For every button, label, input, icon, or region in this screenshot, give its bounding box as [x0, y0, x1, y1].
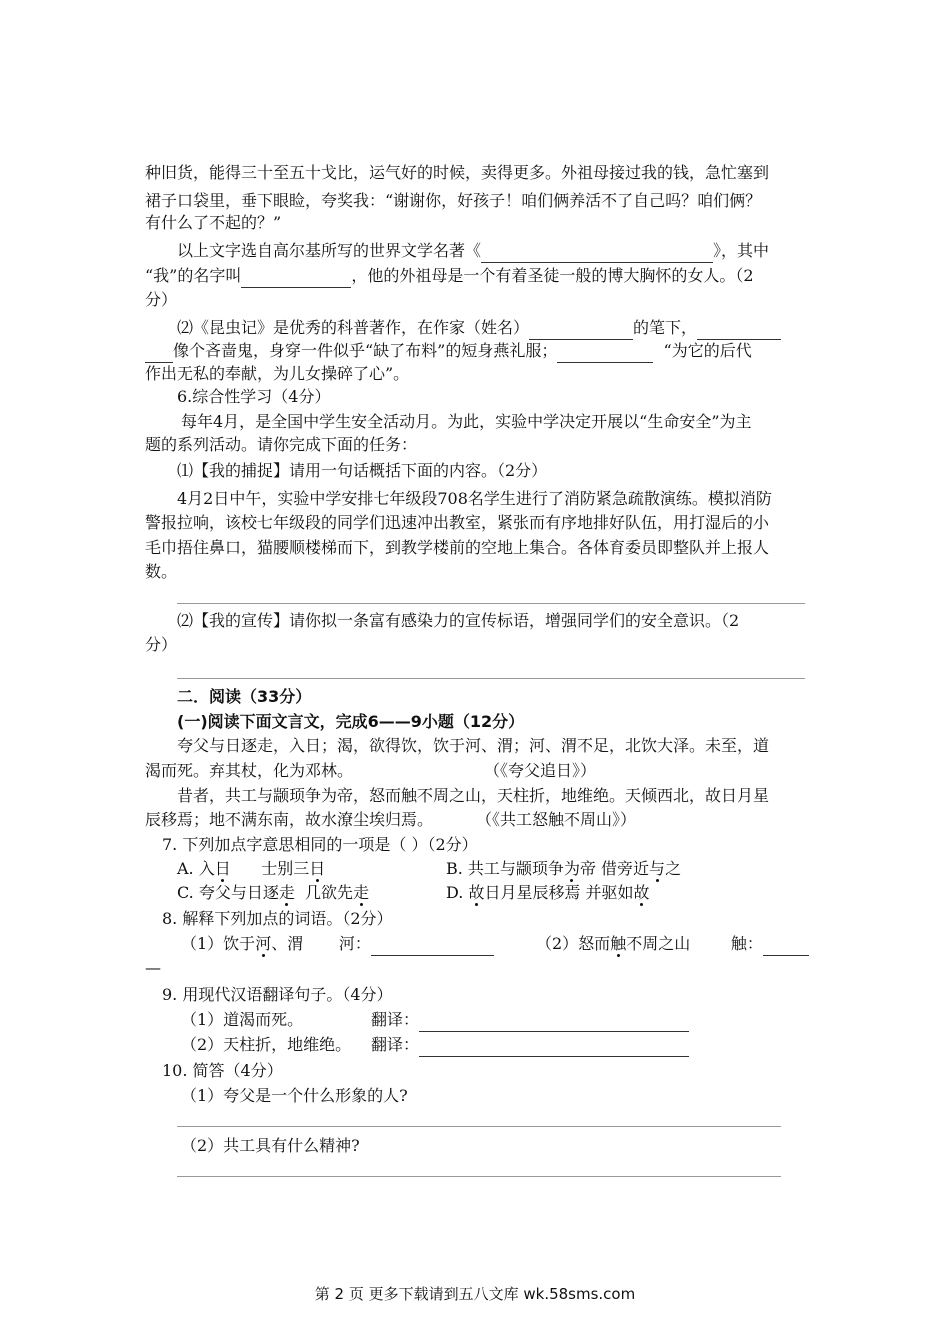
- q9-translate-2: 翻译：: [371, 1033, 689, 1057]
- gonggong-line-2: 辰移焉；地不满东南，故水潦尘埃归焉。: [145, 810, 434, 829]
- q5-2-line-2: 像个吝啬鬼，身穿一件似乎“缺了布料”的短身燕礼服； “为它的后代: [145, 339, 752, 363]
- q10-question-1: （1）夸父是一个什么形象的人?: [181, 1086, 408, 1105]
- insect-2-blank[interactable]: [557, 344, 653, 363]
- reading-subheading: (一)阅读下面文言文，完成6——9小题（12分）: [177, 712, 525, 731]
- answer-line-q6-2[interactable]: [177, 678, 805, 679]
- q6-intro-1: 每年4月，是全国中学生安全活动月。为此，实验中学决定开展以“生命安全”为主: [181, 412, 752, 431]
- passage-line-3: 有什么了不起的？”: [145, 213, 282, 232]
- q8-answer-1[interactable]: [371, 937, 494, 956]
- q8-stem: 8. 解释下列加点的词语。（2分）: [162, 909, 393, 928]
- q6-para-2: 警报拉响，该校七年级段的同学们迅速冲出教室，紧张而有序地排好队伍，用打湿后的小: [145, 513, 770, 532]
- q10-question-2: （2）共工具有什么精神?: [181, 1136, 360, 1155]
- q5-2-line-3: 作出无私的奉献，为儿女操碎了心”。: [145, 364, 410, 383]
- kuafu-source: （《夸父追日》）: [484, 761, 597, 780]
- q6-task-1: ⑴【我的捕捉】请用一句话概括下面的内容。（2分）: [177, 461, 548, 480]
- q8-item-1: （1）饮于河、渭 河：: [181, 932, 494, 956]
- narrator-name-blank[interactable]: [241, 269, 351, 288]
- q8-item-2: （2）怒而触不周之山 触：: [536, 932, 809, 956]
- q6-intro-2: 题的系列活动。请你完成下面的任务：: [145, 435, 418, 454]
- q7-option-c[interactable]: C. 夸父与日逐走 几欲先走: [177, 883, 370, 902]
- book-title-blank[interactable]: [481, 244, 713, 263]
- passage-line-1: 种旧货，能得三十至五十戈比，运气好的时候，卖得更多。外祖母接过我的钱，急忙塞到: [145, 163, 770, 182]
- q9-answer-2[interactable]: [419, 1038, 689, 1057]
- q5-2-line-1: ⑵《昆虫记》是优秀的科普著作，在作家（姓名） 的笔下，: [177, 316, 781, 340]
- q9-sentence-2: （2）天柱折，地维绝。: [181, 1035, 352, 1054]
- q7-stem: 7. 下列加点字意思相同的一项是（ ）（2分）: [162, 835, 478, 854]
- insect-1-blank-end[interactable]: [145, 344, 173, 363]
- page-footer: 第 2 页 更多下载请到五八文库 wk.58sms.com: [314, 1285, 636, 1303]
- q7-option-a[interactable]: A. 入日 士别三日: [177, 859, 326, 878]
- answer-line-q6-1[interactable]: [177, 603, 805, 604]
- insect-1-blank-start[interactable]: [697, 321, 781, 340]
- q5-1-line-2: “我”的名字叫 ，他的外祖母是一个有着圣徒一般的博大胸怀的女人。（2: [145, 264, 754, 288]
- q6-task-2: ⑵【我的宣传】请你拟一条富有感染力的宣传标语，增强同学们的安全意识。（2: [177, 611, 740, 630]
- passage-line-2: 裙子口袋里，垂下眼睑，夸奖我：“谢谢你，好孩子！咱们俩养活不了自己吗？咱们俩？: [145, 191, 762, 210]
- kuafu-line-1: 夸父与日逐走，入日；渴，欲得饮，饮于河、渭；河、渭不足，北饮大泽。未至，道: [177, 736, 770, 755]
- kuafu-line-2: 渴而死。弃其杖，化为邓林。: [145, 761, 354, 780]
- answer-line-q10-2[interactable]: [177, 1176, 781, 1177]
- q10-stem: 10. 简答（4分）: [162, 1061, 283, 1080]
- q8-answer-2[interactable]: [763, 937, 809, 956]
- author-name-blank[interactable]: [529, 321, 633, 340]
- q5-1-line-1: 以上文字选自高尔基所写的世界文学名著《 》，其中: [177, 239, 769, 263]
- answer-line-q10-1[interactable]: [177, 1126, 781, 1127]
- q5-1-line-3: 分）: [145, 290, 178, 309]
- reading-heading: 二．阅读（33分）: [177, 687, 312, 706]
- gonggong-source: （《共工怒触不周山》）: [476, 810, 637, 829]
- q6-para-3: 毛巾捂住鼻口，猫腰顺楼梯而下，到教学楼前的空地上集合。各体育委员即整队并上报人: [145, 538, 770, 557]
- q9-translate-1: 翻译：: [371, 1008, 689, 1032]
- q6-title: 6.综合性学习（4分）: [177, 387, 331, 406]
- q6-para-1: 4月2日中午，实验中学安排七年级段708名学生进行了消防紧急疏散演练。模拟消防: [177, 489, 772, 508]
- q8-answer-tail: —: [145, 958, 161, 977]
- q9-answer-1[interactable]: [419, 1013, 689, 1032]
- gonggong-line-1: 昔者，共工与颛顼争为帝，怒而触不周之山，天柱折，地维绝。天倾西北，故日月星: [177, 786, 770, 805]
- q9-stem: 9. 用现代汉语翻译句子。（4分）: [162, 985, 393, 1004]
- q7-option-b[interactable]: B. 共工与颛顼争为帝 借旁近与之: [446, 859, 682, 878]
- q6-para-4: 数。: [145, 562, 178, 581]
- q9-sentence-1: （1）道渴而死。: [181, 1010, 304, 1029]
- q7-option-d[interactable]: D. 故日月星辰移焉 并驱如故: [446, 883, 650, 902]
- q6-task-2-end: 分）: [145, 635, 178, 654]
